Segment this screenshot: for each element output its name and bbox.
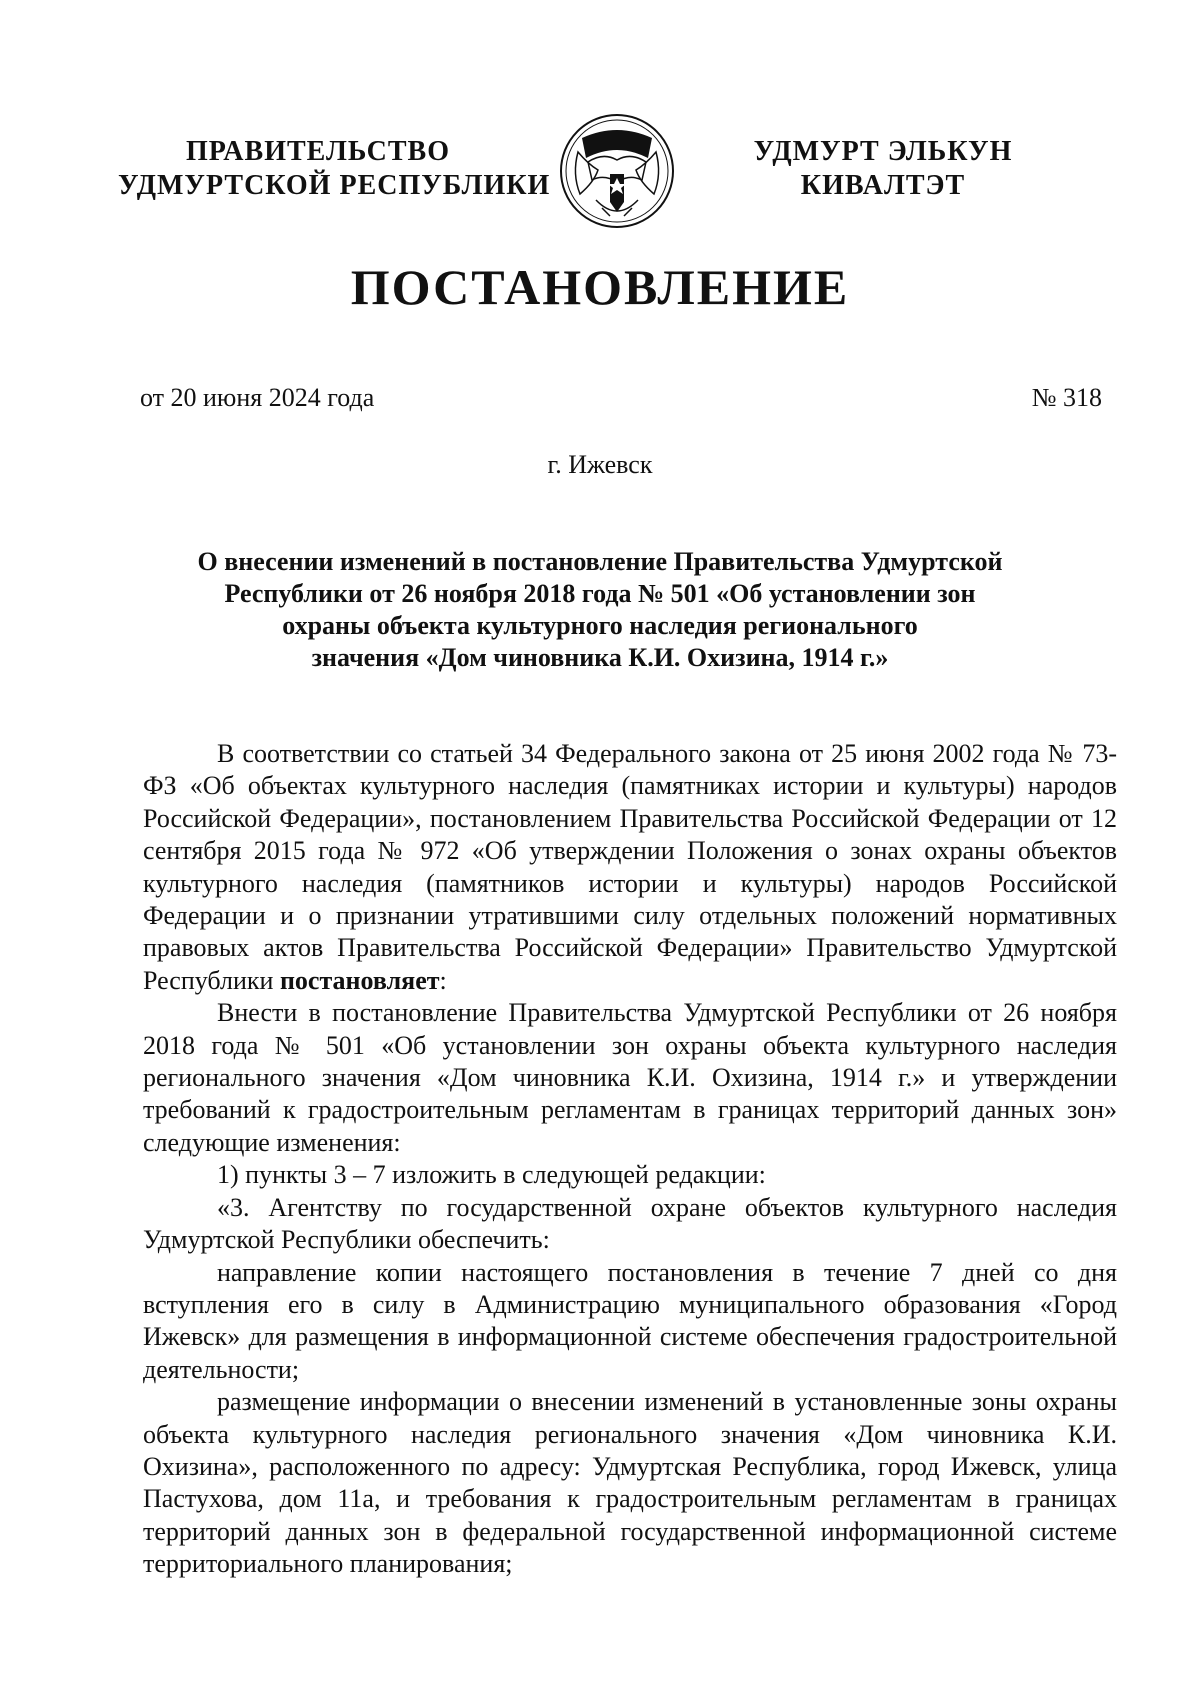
paragraph-bold-word: постановляет [279, 965, 440, 995]
subject-line: охраны объекта культурного наследия регионального [282, 611, 918, 640]
header-left [118, 135, 551, 203]
subject-line: О внесении изменений в постановление Правительства Удмуртской [197, 547, 1003, 576]
header-left-line2: УДМУРТСКОЙ РЕСПУБЛИКИ [118, 170, 551, 201]
subject-line: значения «Дом чиновника К.И. Охизина, 1914 г.» [311, 643, 889, 672]
header-right-line1: УДМУРТ ЭЛЬКУН [753, 136, 1013, 167]
header-right-line2: КИВАЛТЭТ [800, 170, 966, 201]
document-city: г. Ижевск [547, 450, 653, 479]
coat-of-arms-emblem [558, 112, 676, 230]
subject-line: Республики от 26 ноября 2018 года № 501 «Об установлении зон [224, 579, 976, 608]
document-number: № 318 [1031, 383, 1102, 412]
paragraph: 1) пункты 3 – 7 изложить в следующей редакции: [217, 1160, 766, 1190]
document-date: от 20 июня 2024 года [140, 383, 375, 412]
paragraph [143, 738, 1117, 997]
paragraph: Внести в постановление Правительства Удмуртской Республики от 26 ноября 2018 года № 501 «Об установлении зон охраны объекта культурного наследия регионального значения «Дом чиновника К.И. Охизина, 1914 г.» и утверждении требований к градостроительным регламентам в границах территорий данных зон» следующие изменения: [143, 998, 1117, 1157]
paragraph-text: В соответствии со статьей 34 Федерального закона от 25 июня 2002 года № 73-ФЗ «Об объектах культурного наследия (памятниках истории и культуры) народов Российской Федерации», постановлением Правительства Российской Федерации от 12 сентября 2015 года № 972 «Об утверждении Положения о зонах охраны объектов культурного наследия (памятников истории и культуры) народов Российской Федерации и о признании утратившими силу отдельных положений нормативных правовых актов Правительства Российской Федерации» Правительство Удмуртской Республики [143, 739, 1117, 995]
document-body [143, 738, 1117, 1581]
paragraph-end: : [439, 965, 447, 995]
paragraph: размещение информации о внесении изменений в установленные зоны охраны объекта культурного наследия регионального значения «Дом чиновника К.И. Охизина», расположенного по адресу: Удмуртская Республика, город Ижевск, улица Пастухова, дом 11а, и требования к градостроительным регламентам в границах территорий данных зон в федеральной государственной информационной системе территориального планирования; [143, 1387, 1117, 1579]
document-subject [150, 546, 1050, 674]
paragraph: «3. Агентству по государственной охране объектов культурного наследия Удмуртской Республики обеспечить: [143, 1192, 1117, 1255]
paragraph: направление копии настоящего постановления в течение 7 дней со дня вступления его в силу в Администрацию муниципального образования «Город Ижевск» для размещения в информационной системе обеспечения градостроительной деятельности; [143, 1257, 1117, 1384]
header-right [718, 135, 1048, 203]
header-left-line1: ПРАВИТЕЛЬСТВО [186, 136, 450, 167]
document-title: ПОСТАНОВЛЕНИЕ [350, 259, 850, 315]
